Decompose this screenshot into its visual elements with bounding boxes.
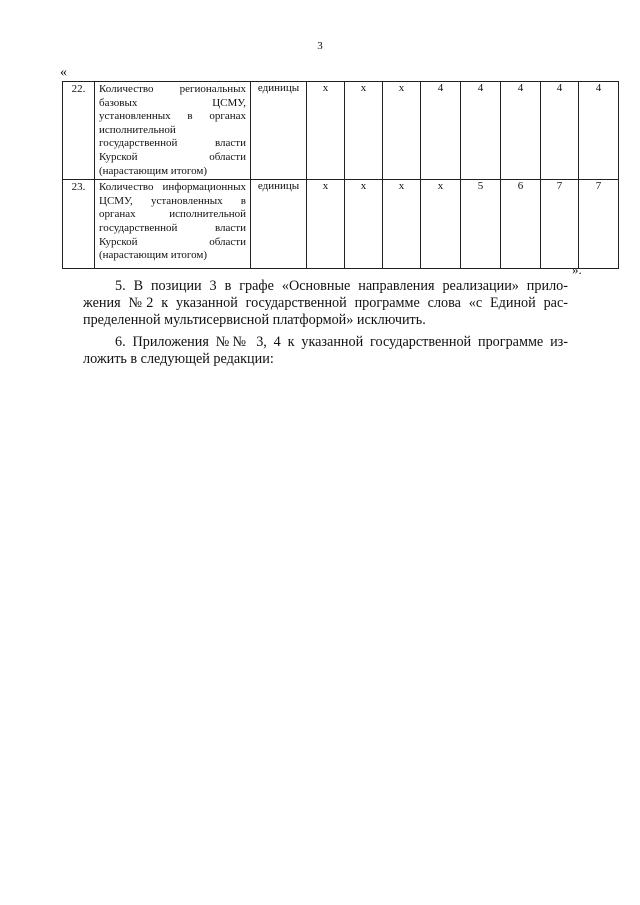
value-cell: 7 bbox=[541, 180, 579, 269]
indicators-table bbox=[62, 81, 619, 269]
value-cell: 4 bbox=[461, 82, 501, 180]
table-row bbox=[63, 82, 619, 180]
unit-cell: единицы bbox=[251, 82, 307, 180]
value-cell: х bbox=[345, 82, 383, 180]
closing-quote-mark: ». bbox=[572, 262, 582, 277]
value-cell: 4 bbox=[501, 82, 541, 180]
paragraph-line: 6. Приложения №№ 3, 4 к указанной государственной программе из- bbox=[115, 334, 568, 350]
paragraph-item-6 bbox=[83, 334, 568, 368]
value-cell: 5 bbox=[461, 180, 501, 269]
unit-cell: единицы bbox=[251, 180, 307, 269]
value-cell: 6 bbox=[501, 180, 541, 269]
row-number: 22. bbox=[63, 82, 95, 180]
value-cell: 4 bbox=[541, 82, 579, 180]
value-cell: х bbox=[421, 180, 461, 269]
opening-quote-mark: « bbox=[60, 65, 67, 80]
page-number: 3 bbox=[317, 40, 323, 52]
value-cell: х bbox=[383, 180, 421, 269]
value-cell: х bbox=[383, 82, 421, 180]
paragraph-item-5 bbox=[83, 278, 568, 329]
value-cell: 7 bbox=[579, 180, 619, 269]
paragraph-line: ложить в следующей редакции: bbox=[83, 351, 274, 367]
indicator-name: Количество информационных ЦСМУ, установленных в органах исполнительной государственной власти Курской области (нарастающим итогом) bbox=[95, 180, 251, 269]
value-cell: 4 bbox=[421, 82, 461, 180]
value-cell: 4 bbox=[579, 82, 619, 180]
indicator-name: Количество региональных базовых ЦСМУ, установленных в органах исполнительной государственной власти Курской области (нарастающим итогом) bbox=[95, 82, 251, 180]
paragraph-line: пределенной мультисервисной платформой» исключить. bbox=[83, 312, 426, 328]
table-row bbox=[63, 180, 619, 269]
value-cell: х bbox=[307, 82, 345, 180]
paragraph-line: 5. В позиции 3 в графе «Основные направления реализации» прило- bbox=[115, 278, 568, 294]
value-cell: х bbox=[307, 180, 345, 269]
row-number: 23. bbox=[63, 180, 95, 269]
paragraph-line: жения №2 к указанной государственной программе слова «с Единой рас- bbox=[83, 295, 568, 311]
value-cell: х bbox=[345, 180, 383, 269]
